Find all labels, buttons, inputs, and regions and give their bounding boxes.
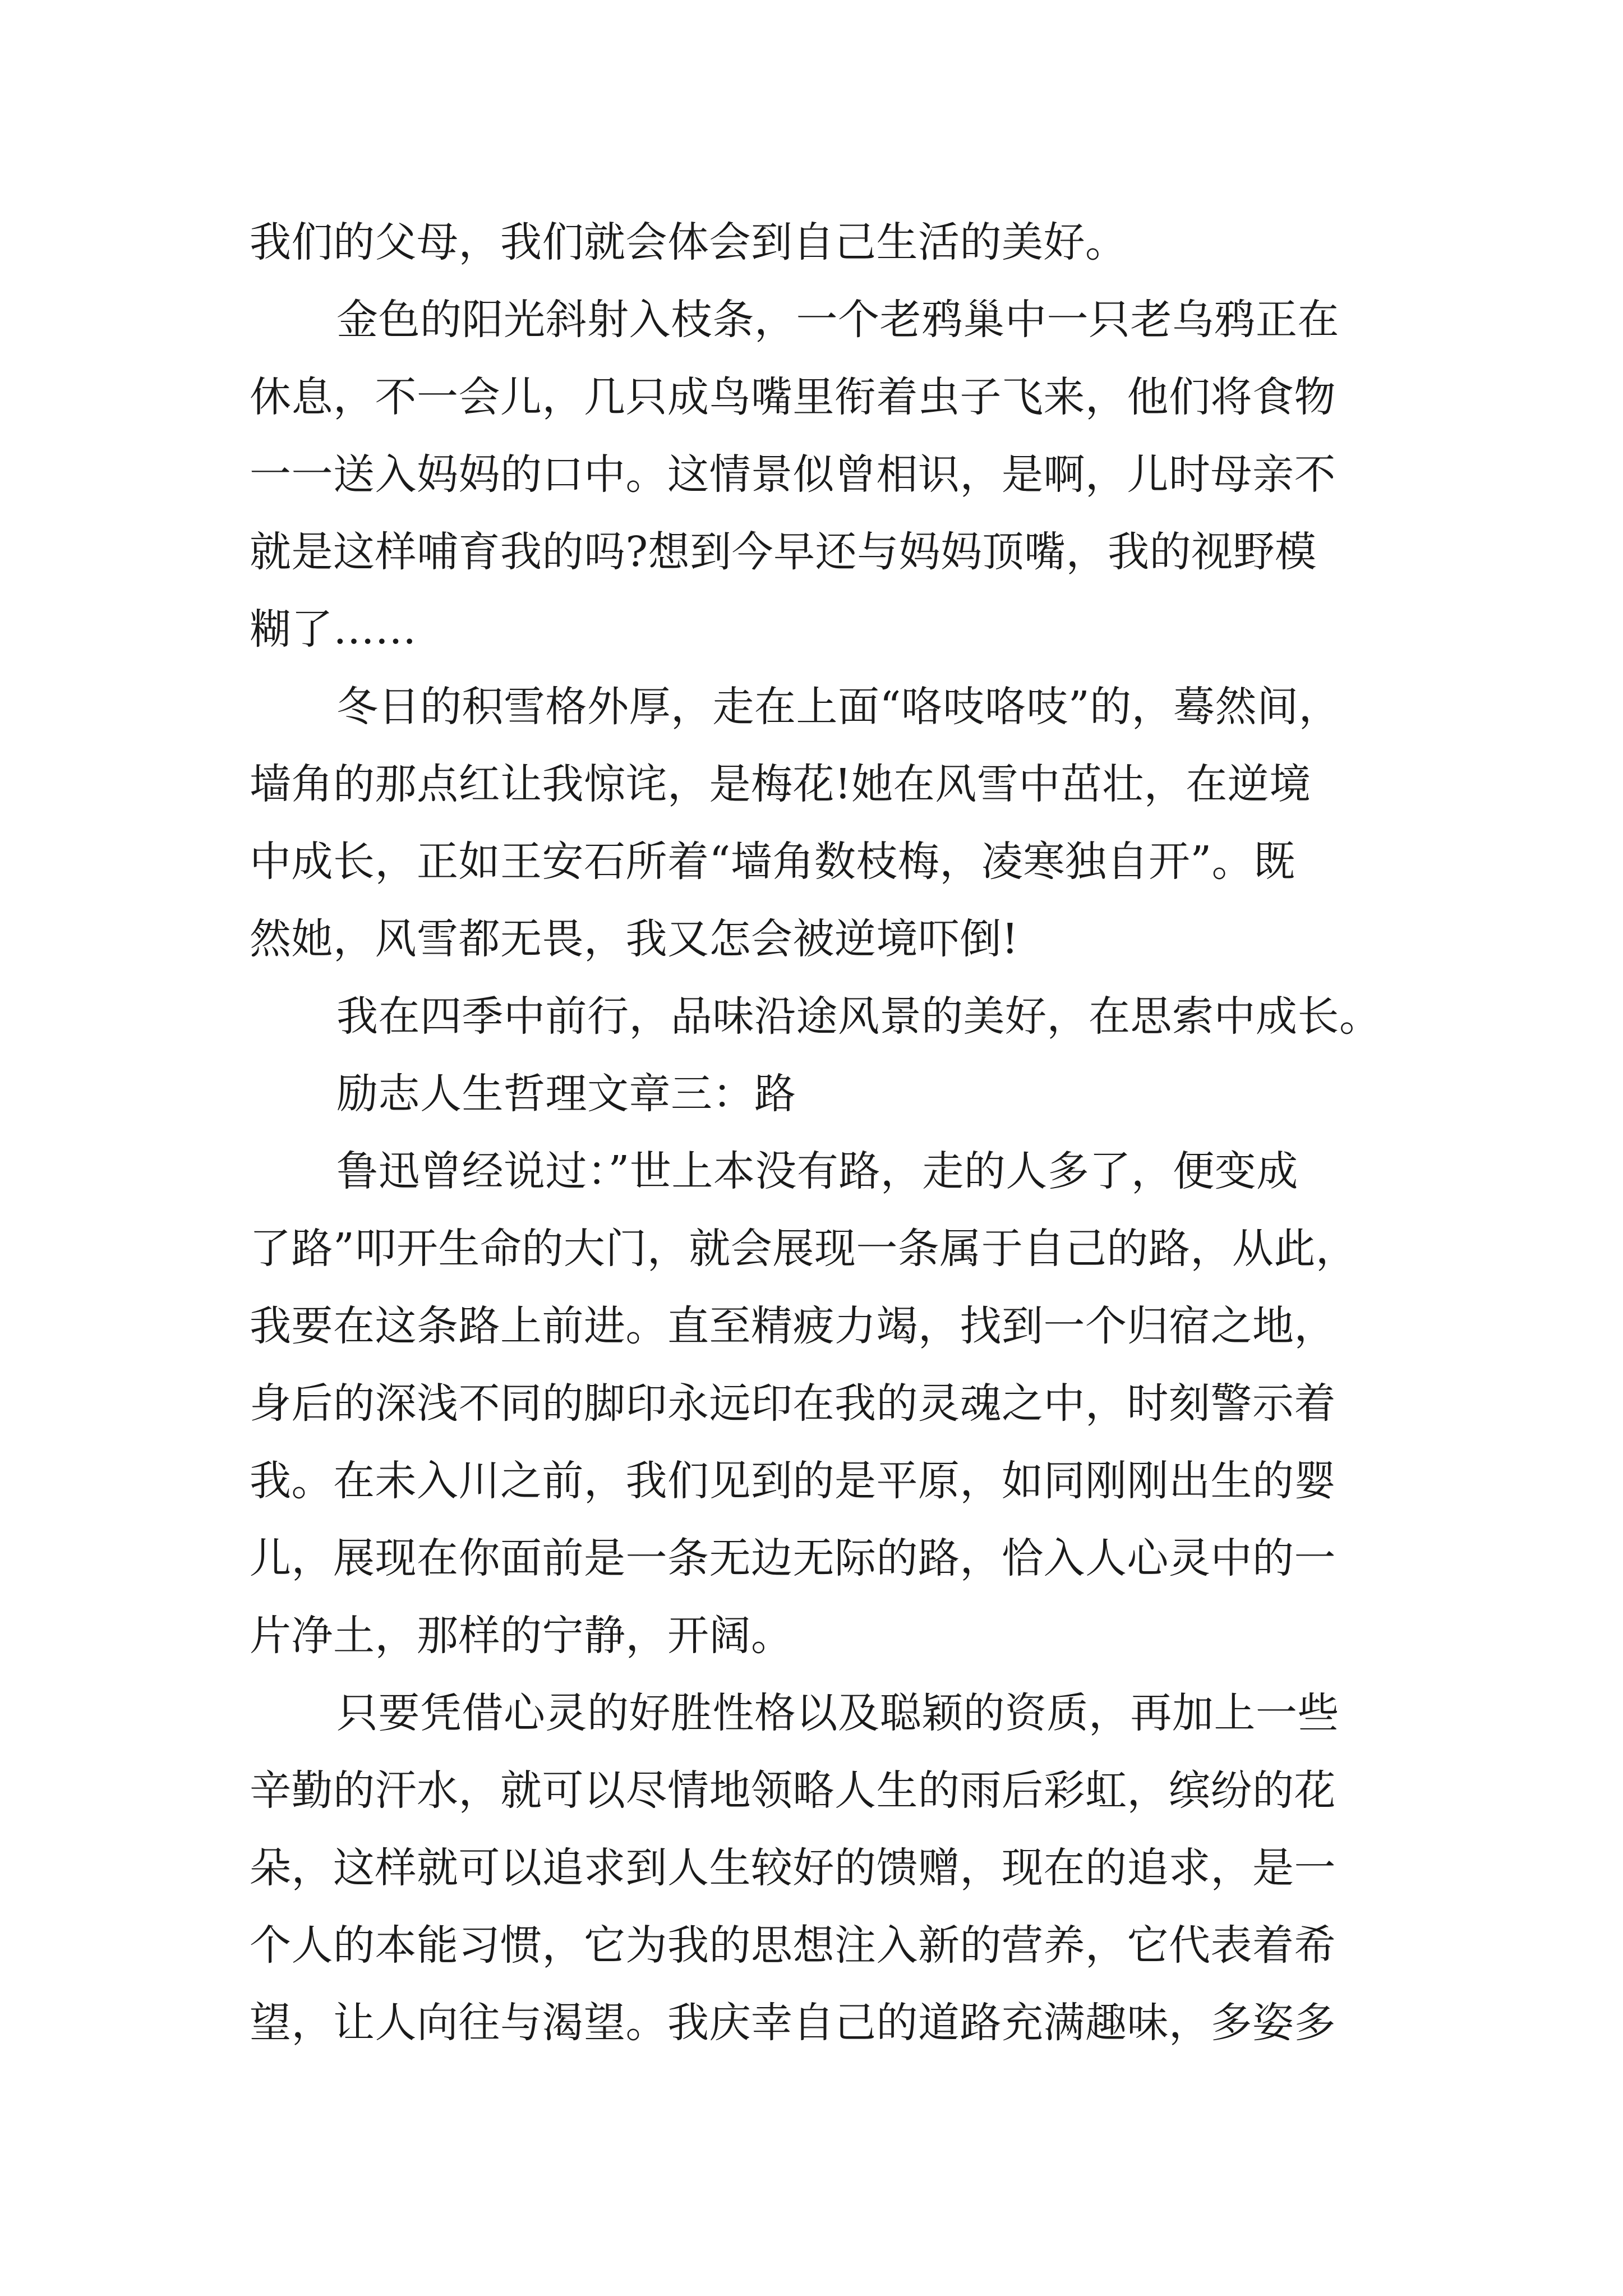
text-line: 鲁迅曾经说过：”世上本没有路，走的人多了，便变成 xyxy=(336,1147,1298,1195)
text-line: 辛勤的汗水，就可以尽情地领略人生的雨后彩虹，缤纷的花 xyxy=(250,1766,1336,1815)
text-line: 一一送入妈妈的口中。这情景似曾相识，是啊，儿时母亲不 xyxy=(250,450,1336,499)
text-line: 身后的深浅不同的脚印永远印在我的灵魂之中，时刻警示着 xyxy=(250,1379,1336,1428)
text-line: 望，让人向往与渴望。我庆幸自己的道路充满趣味，多姿多 xyxy=(250,1999,1336,2047)
text-line: 糊了…… xyxy=(250,605,417,654)
text-line: 墙角的那点红让我惊诧，是梅花!她在风雪中茁壮，在逆境 xyxy=(250,760,1311,808)
text-line: 冬日的积雪格外厚，走在上面“咯吱咯吱”的，蓦然间， xyxy=(336,683,1341,731)
section-heading: 励志人生哲理文章三：路 xyxy=(336,1070,796,1118)
text-line: 我要在这条路上前进。直至精疲力竭，找到一个归宿之地， xyxy=(250,1302,1336,1350)
text-line: 就是这样哺育我的吗?想到今早还与妈妈顶嘴，我的视野模 xyxy=(250,528,1317,576)
text-line: 儿，展现在你面前是一条无边无际的路，恰入人心灵中的一 xyxy=(250,1534,1336,1582)
text-line: 中成长，正如王安石所着“墙角数枝梅，凌寒独自开”。既 xyxy=(250,838,1295,886)
text-line: 我们的父母，我们就会体会到自己生活的美好。 xyxy=(250,218,1127,266)
text-line: 个人的本能习惯，它为我的思想注入新的营养，它代表着希 xyxy=(250,1921,1336,1970)
text-line: 休息，不一会儿，几只成鸟嘴里衔着虫子飞来，他们将食物 xyxy=(250,373,1336,421)
text-line: 我在四季中前行，品味沿途风景的美好，在思索中成长。 xyxy=(336,992,1381,1041)
text-line: 然她，风雪都无畏，我又怎会被逆境吓倒! xyxy=(250,915,1019,963)
text-line: 片净土，那样的宁静，开阔。 xyxy=(250,1612,793,1660)
text-line: 只要凭借心灵的好胜性格以及聪颖的资质，再加上一些 xyxy=(336,1689,1339,1737)
text-line: 我。在未入川之前，我们见到的是平原，如同刚刚出生的婴 xyxy=(250,1457,1336,1505)
text-line: 金色的阳光斜射入枝条，一个老鸦巢中一只老乌鸦正在 xyxy=(336,296,1339,344)
text-line: 了路”叩开生命的大门，就会展现一条属于自己的路，从此， xyxy=(250,1225,1358,1273)
text-line: 朵，这样就可以追求到人生较好的馈赠，现在的追求，是一 xyxy=(250,1844,1336,1892)
